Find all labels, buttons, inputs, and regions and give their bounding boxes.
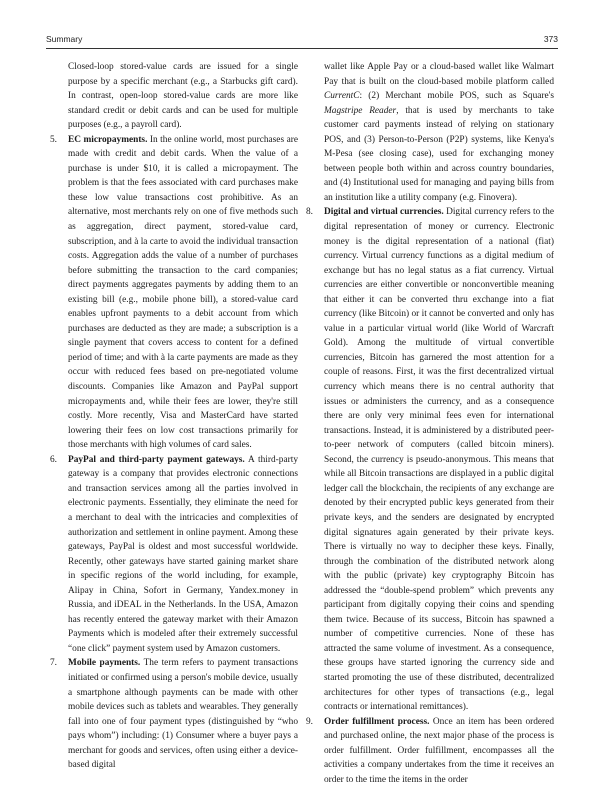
item-number: 5. <box>50 134 58 145</box>
item-term: PayPal and third-party payment gateways. <box>68 454 245 465</box>
item-body <box>324 715 554 788</box>
list-item-order-fulfillment <box>306 715 554 788</box>
section-title: Summary <box>46 34 83 44</box>
item-text: The term refers to payment transactions initiated or confirmed using a person's mobile device, usually a smartphone although payments can be made with other mobile devices such as tablets and wearables. They generally fall into one of four payment types (distinguished by “who pays whom”) including: (1) Consumer where a buyer pays a merchant for goods and services, often using either a device-based digital <box>68 658 298 771</box>
item-body <box>324 205 554 714</box>
list-item-mobile-payments <box>50 656 298 772</box>
item-text: Digital currency refers to the digital representation of money or currency. Electronic money is the digital representation of a national (fiat) currency. Virtual currency functions as a digital medium of exchange but has no legal status as a fiat currency. Virtual currencies are either convertible or nonconvertible meaning that either it can be converted thru exchange into a fiat currency (like Bitcoin) or it cannot be converted and only has value in a particular virtual world (like World of Warcraft Gold). Among the multitude of virtual convertible currencies, Bitcoin has garnered the most attention for a couple of reasons. First, it was the first decentralized virtual currency which means there is no central authority that issues or administers the currency, and as a consequence there are only very minimal fees even for international transactions. Instead, it is administered by a distributed peer-to-peer network of computers (called bitcoin miners). Second, the currency is pseudo-anonymous. This means that while all Bitcoin transactions are displayed in a public digital ledger call the blockchain, the recipients of any exchange are denoted by their encrypted public keys generated from their private keys, and the senders are designated by encrypted digital signatures again generated by their private keys. There is virtually no way to decipher these keys. Finally, through the combination of the distributed network along with the public (private) key cryptography Bitcoin has addressed the “double-spend problem” which prevents any participant from digitally copying their coins and spending them twice. Because of its success, Bitcoin has spawned a number of competitive currencies. None of these has attracted the same volume of investment. As a consequence, these groups have started ignoring the currency side and started promoting the use of these distributed, decentralized architectures for other types of transactions (e.g., legal contracts or international remittances). <box>324 207 554 713</box>
right-column <box>306 60 554 787</box>
continuation-paragraph: Closed-loop stored-value cards are issued for a single purpose by a specific merchant (e.g., a Starbucks gift card). In contrast, open-loop stored-value cards are more like standard credit or debit cards and can be used for multiple purposes (e.g., a payroll card). <box>68 62 298 131</box>
list-item-ec-micropayments <box>50 133 298 453</box>
item-number: 9. <box>306 716 314 727</box>
cont-emphasis-currentc: CurrentC <box>324 91 360 102</box>
list-item-paypal-gateways <box>50 453 298 657</box>
cont-text-c: , that is used by merchants to take customer card payments instead of relying on stationary POS, and (3) Person-to-Person (P2P) systems, like Kenya's M-Pesa (see closing case), used for exchanging money between people both within and across country boundaries, and (4) Institutional used for managing and paying bills from an institution like a utility company (e.g. Finovera). <box>324 105 554 203</box>
item-term: Mobile payments. <box>68 658 141 669</box>
item-term: EC micropayments. <box>68 134 148 145</box>
list-item-digital-currencies <box>306 205 554 714</box>
continuation-paragraph <box>306 60 554 205</box>
item-number: 8. <box>306 207 314 218</box>
cont-text-b: : (2) Merchant mobile POS, such as Square's <box>359 91 554 102</box>
item-term: Order fulfillment process. <box>324 716 430 727</box>
item-text: A third-party gateway is a company that provides electronic connections and transaction services among all the parties involved in electronic payments. Essentially, they eliminate the need for a merchant to deal with the intricacies and complexities of authorization and settlement in online payment. Among these gateways, PayPal is oldest and most successful worldwide. Recently, other gateways have started gaining market share in specific regions of the world including, for example, Alipay in China, Sofort in Germany, Yandex.money in Russia, and iDEAL in the Netherlands. In the USA, Amazon has recently entered the gateway market with their Amazon Payments which is modeled after their extremely successful “one click” payment system used by Amazon customers. <box>68 454 298 654</box>
item-number: 6. <box>50 454 58 465</box>
item-text: In the online world, most purchases are made with credit and debit cards. When the value of a purchase is under $10, it is called a micropayment. The problem is that the fees associated with card purchases make these low value transactions cost prohibitive. As an alternative, most merchants rely on one of five methods such as aggregation, direct payment, stored-value card, subscription, and à la carte to avoid the individual transaction costs. Aggregation adds the value of a number of purchases before submitting the transaction to the card companies; direct payments aggregates payments by adding them to an existing bill (e.g., mobile phone bill), a stored-value card enables upfront payments to a debit account from which purchases are deducted as they are made; a subscription is a single payment that covers access to content for a defined period of time; and with à la carte payments are made as they occur with reduced fees based on pre-negotiated volume discounts. Companies like Amazon and PayPal support micropayments and, while their fees are lower, they're still costly. More recently, Visa and MasterCard have started lowering their fees on low cost transactions primarily for those merchants with high volumes of card sales. <box>68 134 298 451</box>
item-body <box>68 453 298 657</box>
item-body <box>68 133 298 453</box>
item-term: Digital and virtual currencies. <box>324 207 444 218</box>
page-number: 373 <box>543 34 558 44</box>
item-body <box>68 656 298 772</box>
item-number: 7. <box>50 658 58 669</box>
item-text: Once an item has been ordered and purchased online, the next major phase of the process is order fulfillment. Order fulfillment, encompasses all the activities a company undertakes from the time it receives an order to the time the items in the order <box>324 716 554 785</box>
left-column <box>50 60 298 773</box>
cont-emphasis-magstripe: Magstripe Reader <box>324 105 397 116</box>
running-header <box>46 34 558 49</box>
cont-text-a: wallet like Apple Pay or a cloud-based wallet like Walmart Pay that is built on the cloud-based mobile platform called <box>324 62 554 87</box>
